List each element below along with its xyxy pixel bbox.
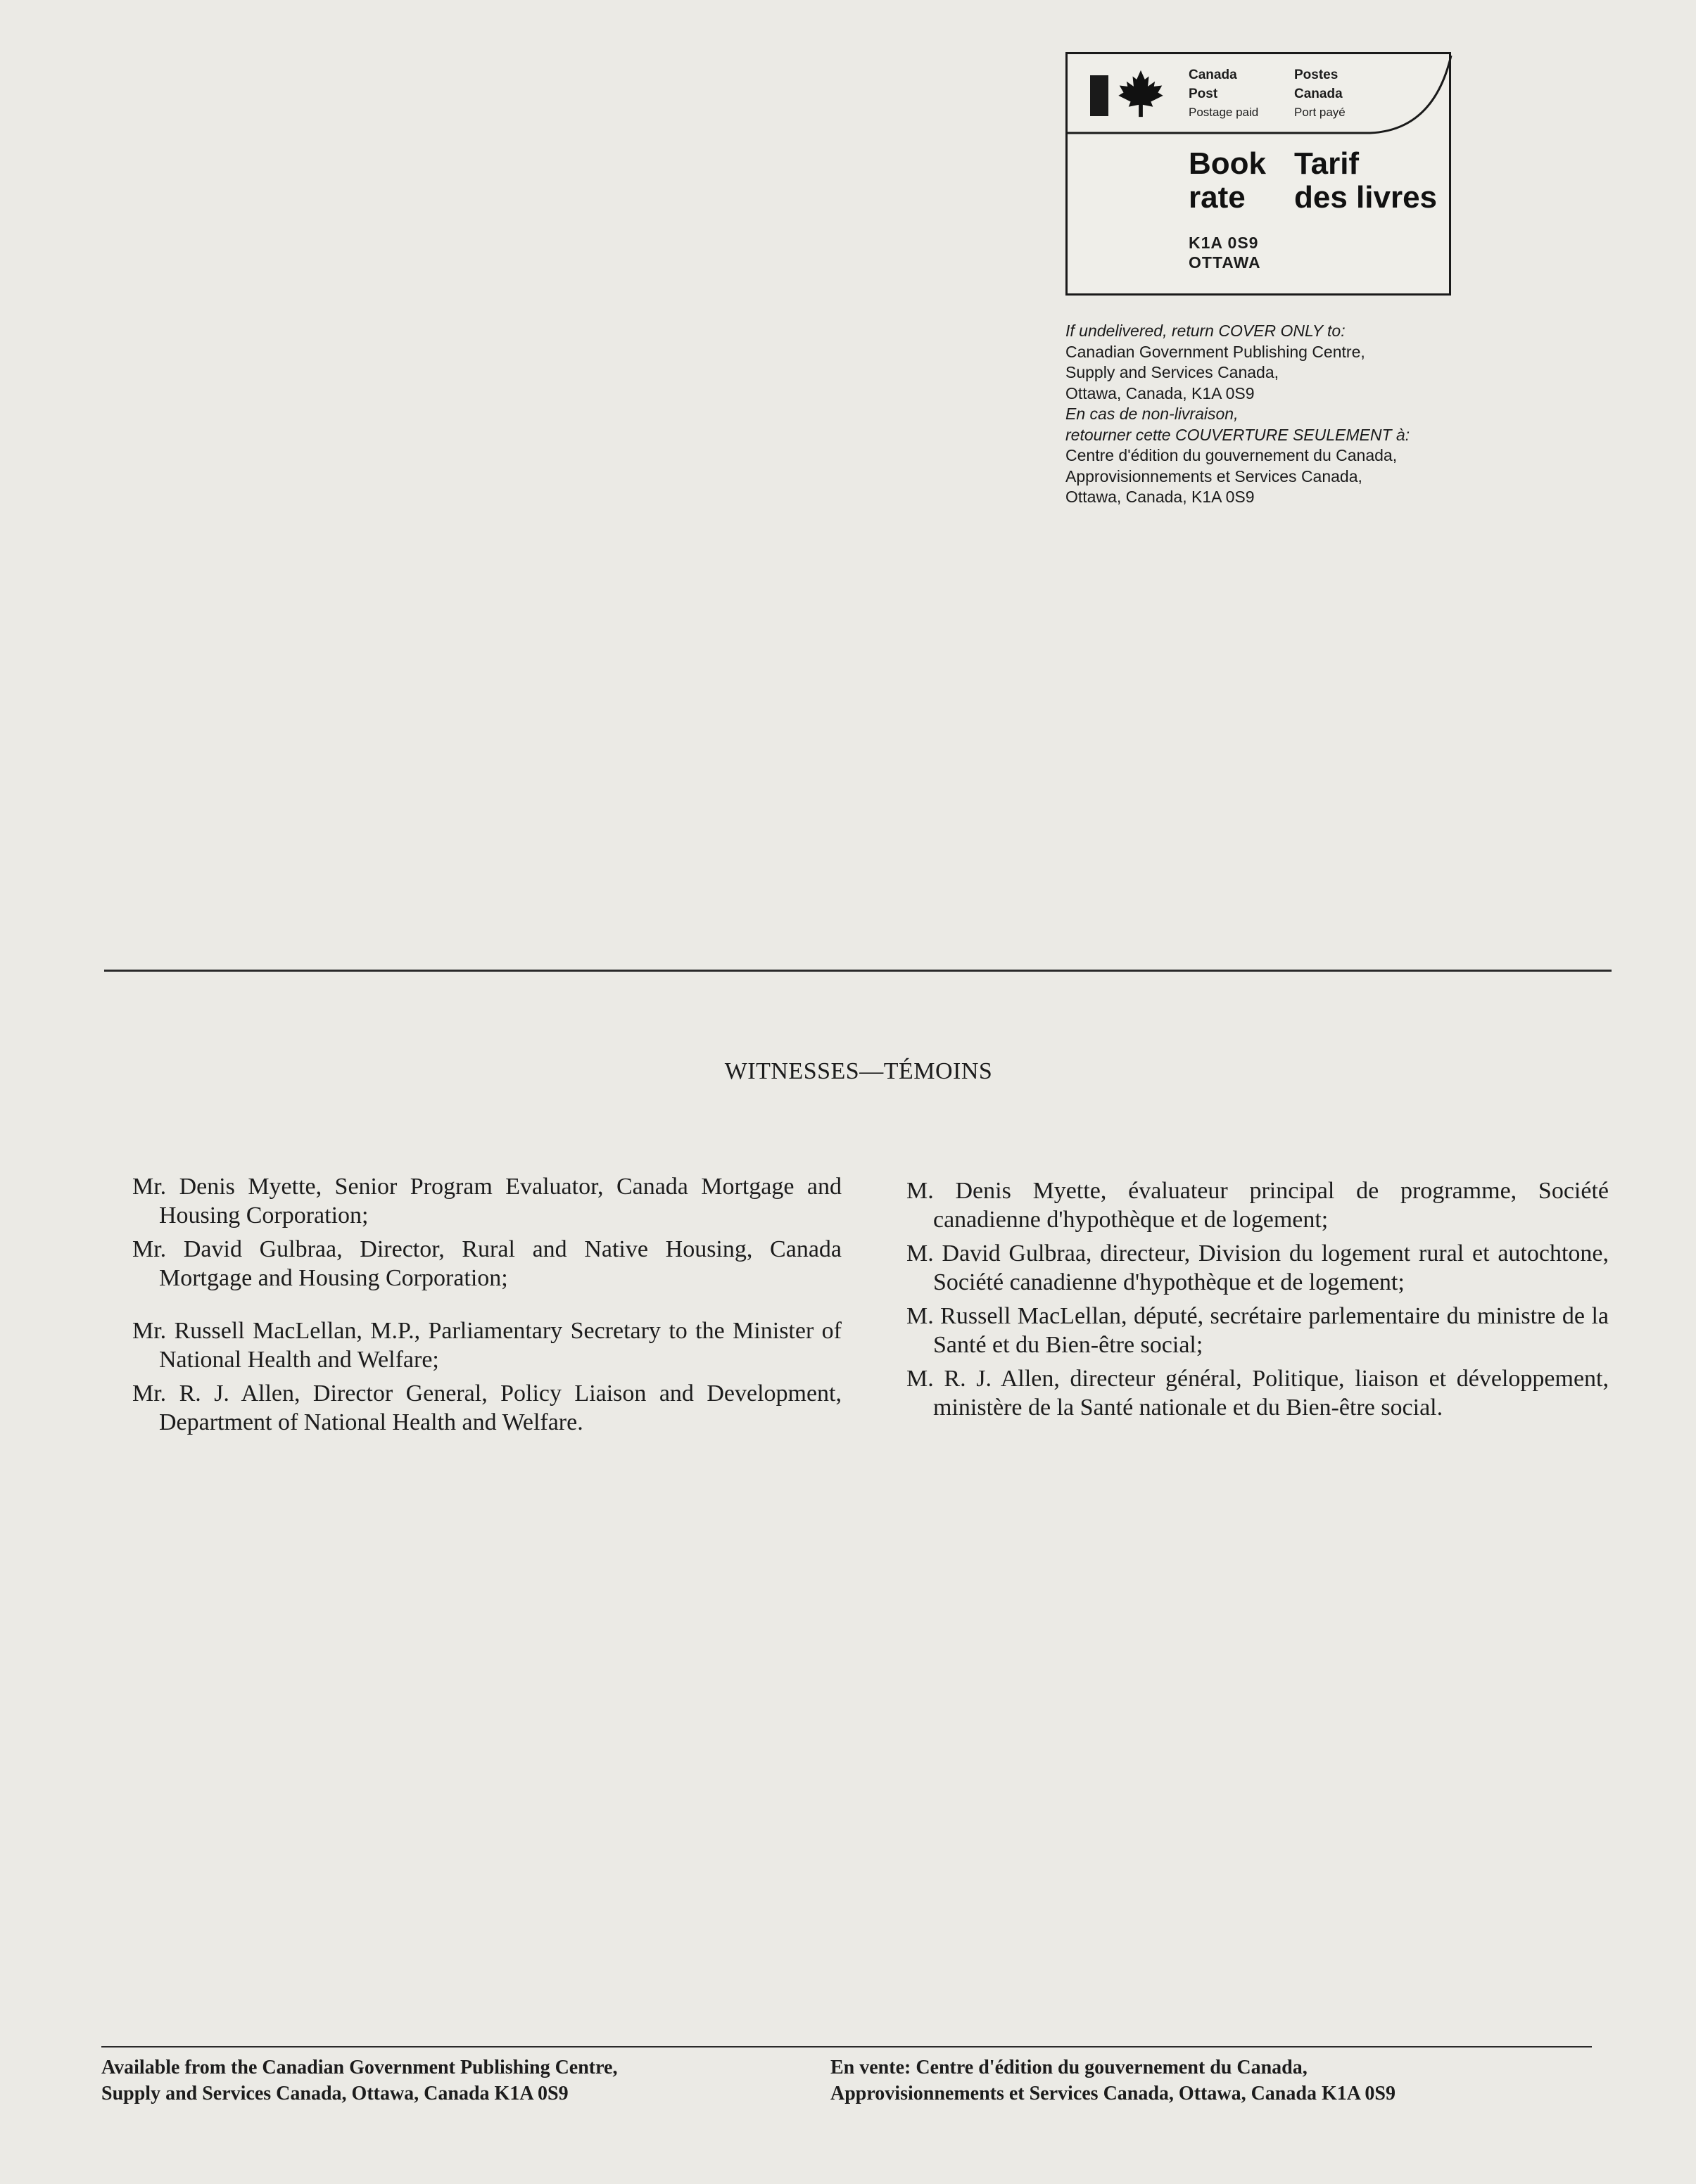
list-item: M. David Gulbraa, directeur, Division du logement rural et autochtone, Société canadienne d'hypothèque et de logement; (906, 1240, 1609, 1295)
return-notice-line: Canadian Government Publishing Centre, (1065, 342, 1365, 361)
footer-line: Approvisionnements et Services Canada, Ottawa, Canada K1A 0S9 (830, 2083, 1396, 2104)
port-paye-label: Port payé (1294, 106, 1346, 119)
footer-divider (101, 2046, 1592, 2048)
postage-paid-label: Postage paid (1189, 106, 1259, 119)
list-item: M. R. J. Allen, directeur général, Politique, liaison et développement, ministère de la Santé nationale et du Bien-être social. (906, 1366, 1609, 1421)
list-item: Mr. R. J. Allen, Director General, Policy Liaison and Development, Department of National Health and Welfare. (132, 1380, 842, 1435)
tarif-word: Tarif (1294, 146, 1360, 181)
maple-leaf-icon (1115, 68, 1166, 119)
witness-list-fr (906, 1176, 1609, 1427)
list-item: Mr. Denis Myette, Senior Program Evaluator, Canada Mortgage and Housing Corporation; (132, 1174, 842, 1228)
des-livres-word: des livres (1294, 180, 1438, 215)
canada-label: Canada (1189, 68, 1237, 82)
rate-word: rate (1189, 180, 1246, 215)
footer-availability-en (101, 2055, 617, 2107)
return-notice (1065, 321, 1572, 508)
post-label: Post (1189, 87, 1218, 101)
footer-availability-fr (830, 2055, 1396, 2107)
list-item: M. Russell MacLellan, député, secrétaire parlementaire du ministre de la Santé et du Bien-être social; (906, 1303, 1609, 1358)
page-title: WITNESSES—TÉMOINS (724, 1058, 993, 1084)
canada-post-label (1189, 65, 1258, 122)
postes-canada-label (1294, 65, 1346, 122)
book-rate-label (1189, 147, 1266, 215)
return-notice-line: Approvisionnements et Services Canada, (1065, 466, 1362, 485)
postage-indicia (1065, 52, 1451, 296)
list-item: Mr. David Gulbraa, Director, Rural and Native Housing, Canada Mortgage and Housing Corporation; (132, 1236, 842, 1291)
city-name: OTTAWA (1189, 253, 1261, 272)
footer-line: Available from the Canadian Government Publishing Centre, (101, 2057, 618, 2078)
return-notice-fr-intro: En cas de non-livraison, (1065, 405, 1239, 423)
postal-destination (1189, 233, 1261, 272)
postal-code: K1A 0S9 (1189, 234, 1259, 252)
footer-line: En vente: Centre d'édition du gouvernement du Canada, (830, 2057, 1308, 2078)
canada-fr-label: Canada (1294, 87, 1343, 101)
return-notice-line: Ottawa, Canada, K1A 0S9 (1065, 383, 1255, 402)
return-notice-line: Ottawa, Canada, K1A 0S9 (1065, 488, 1255, 506)
return-notice-en-intro: If undelivered, return COVER ONLY to: (1065, 322, 1346, 340)
book-word: Book (1189, 146, 1266, 181)
list-item: M. Denis Myette, évaluateur principal de programme, Société canadienne d'hypothèque et de logement; (906, 1178, 1609, 1233)
postes-label: Postes (1294, 68, 1339, 82)
flag-bar (1090, 75, 1108, 116)
witness-list-en (132, 1172, 842, 1442)
tarif-des-livres-label (1294, 147, 1437, 215)
list-item: Mr. Russell MacLellan, M.P., Parliamentary Secretary to the Minister of National Health and Welfare; (132, 1318, 842, 1373)
return-notice-fr-intro: retourner cette COUVERTURE SEULEMENT à: (1065, 425, 1410, 444)
footer-line: Supply and Services Canada, Ottawa, Canada K1A 0S9 (101, 2083, 569, 2104)
section-divider (104, 970, 1612, 972)
return-notice-line: Supply and Services Canada, (1065, 363, 1279, 381)
return-notice-line: Centre d'édition du gouvernement du Canada, (1065, 446, 1398, 464)
